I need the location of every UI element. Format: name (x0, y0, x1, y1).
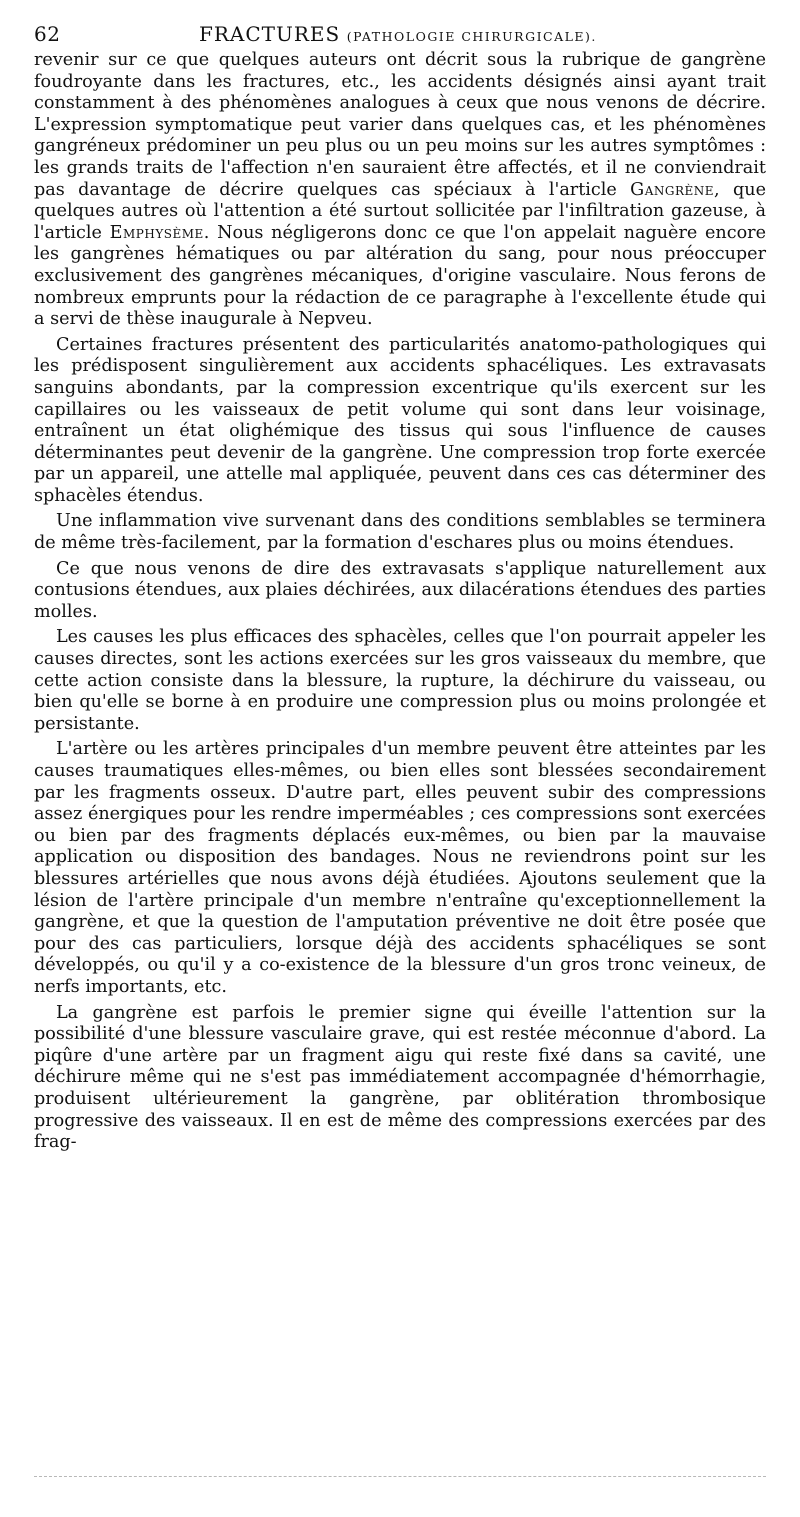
running-head-subtitle: (PATHOLOGIE CHIRURGICALE). (346, 29, 597, 44)
running-head-title: FRACTURES (199, 22, 341, 46)
paragraph-1-text-b: , que quelques autres où l'attention a été surtout sollicitée par l'infiltration gazeuse, à l'article (34, 179, 766, 243)
paragraph-7: La gangrène est parfois le premier signe qui éveille l'attention sur la possibilité d'une blessure vasculaire grave, qui est restée méconnue d'abord. La piqûre d'une artère par un fragment aigu qui reste fixé dans sa cavité, une déchirure même qui ne s'est pas immédiatement accompagnée d'hémorrhagie, produisent ultérieurement la gangrène, par oblitération thrombosique progressive des vaisseaux. Il en est de même des compressions exercées par des frag- (34, 1002, 766, 1153)
paragraph-1-text-a: revenir sur ce que quelques auteurs ont décrit sous la rubrique de gangrène foudroyante dans les fractures, etc., les accidents désignés ainsi ayant trait constamment à des phénomènes analogues à ceux que nous venons de décrire. L'expression symptomatique peut varier dans quelques cas, et les phénomènes gangréneux prédominer un peu plus ou un peu moins sur les autres symptômes : les grands traits de l'affection n'en sauraient être affectés, et il ne conviendrait pas davantage de décrire quelques cas spéciaux à l'article (34, 50, 766, 200)
paragraph-3: Une inflammation vive survenant dans des conditions semblables se terminera de même très-facilement, par la formation d'eschares plus ou moins étendues. (34, 511, 766, 554)
term-emphyseme: Emphysème (109, 222, 204, 243)
body-text (34, 50, 766, 1154)
paragraph-5: Les causes les plus efficaces des sphacèles, celles que l'on pourrait appeler les causes directes, sont les actions exercées sur les gros vaisseaux du membre, que cette action consiste dans la blessure, la rupture, la déchirure du vaisseau, ou bien qu'elle se borne à en produire une compression plus ou moins prolongée et persistante. (34, 627, 766, 734)
footer-rule (34, 1476, 766, 1477)
paragraph-1-text-c: . Nous négligerons donc ce que l'on appelait naguère encore les gangrènes hématiques ou par altération du sang, pour nous préoccuper exclusivement des gangrènes mécaniques, d'origine vasculaire. Nous ferons de nombreux emprunts pour la rédaction de ce paragraphe à l'excellente étude qui a servi de thèse inaugurale à Nepveu. (34, 222, 767, 330)
paragraph-4: Ce que nous venons de dire des extravasats s'applique naturellement aux contusions étendues, aux plaies déchirées, aux dilacérations étendues des parties molles. (34, 558, 766, 622)
running-head (199, 22, 597, 46)
paragraph-2: Certaines fractures présentent des particularités anatomo-pathologiques qui les prédisposent singulièrement aux accidents sphacéliques. Les extravasats sanguins abondants, par la compression excentrique qu'ils exercent sur les capillaires ou les vaisseaux de petit volume qui sont dans leur voisinage, entraînent un état olighémique des tissus qui sous l'influence de causes déterminantes peut devenir de la gangrène. Une compression trop forte exercée par un appareil, une attelle mal appliquée, peuvent dans ces cas déterminer des sphacèles étendus. (34, 334, 766, 506)
page-number: 62 (34, 22, 61, 46)
page (34, 22, 766, 1158)
paragraph-1 (34, 50, 766, 331)
paragraph-6: L'artère ou les artères principales d'un membre peuvent être atteintes par les causes traumatiques elles-mêmes, ou bien elles sont blessées secondairement par les fragments osseux. D'autre part, elles peuvent subir des compressions assez énergiques pour les rendre imperméables ; ces compressions sont exercées ou bien par des fragments déplacés eux-mêmes, ou bien par la mauvaise application ou disposition des bandages. Nous ne reviendrons point sur les blessures artérielles que nous avons déjà étudiées. Ajoutons seulement que la lésion de l'artère principale d'un membre n'entraîne qu'exceptionnellement la gangrène, et que la question de l'amputation préventive ne doit être posée que pour des cas particuliers, lorsque déjà des accidents sphacéliques se sont développés, ou qu'il y a co-existence de la blessure d'un gros tronc veineux, de nerfs importants, etc. (34, 739, 766, 997)
term-gangrene: Gangrène (630, 179, 715, 200)
page-header (34, 22, 766, 48)
